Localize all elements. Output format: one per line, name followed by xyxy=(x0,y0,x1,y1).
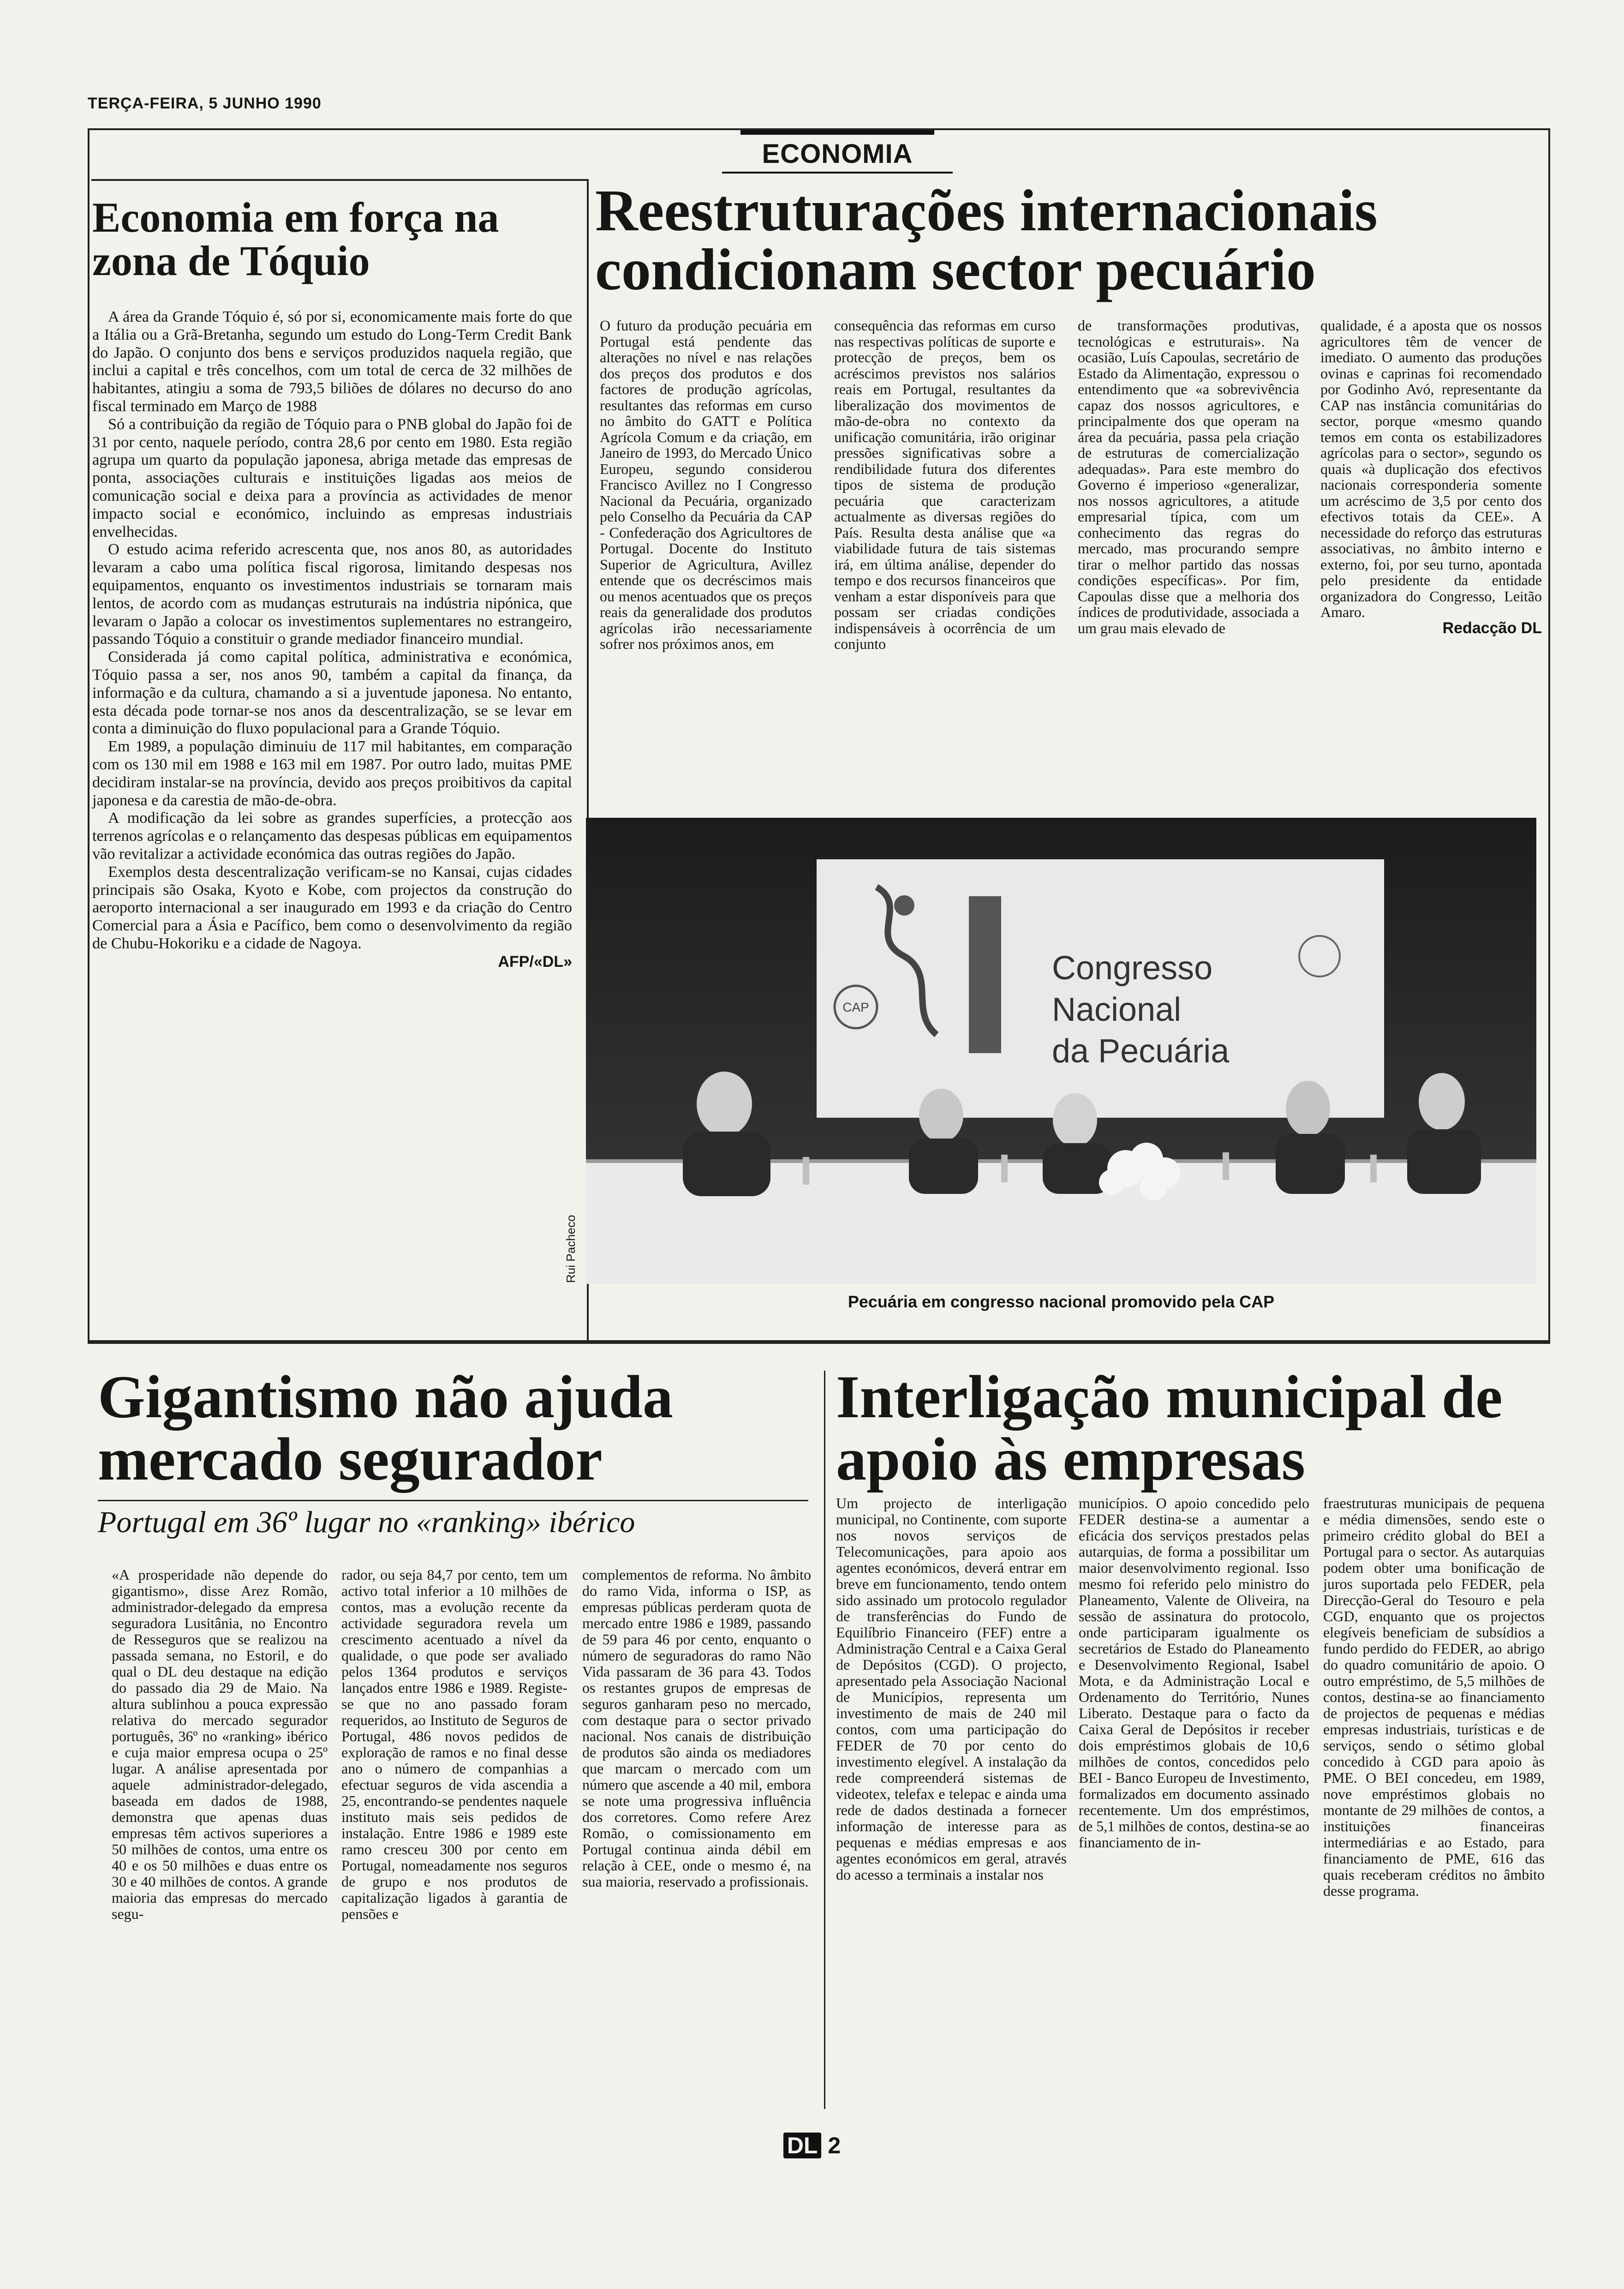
congress-photo xyxy=(586,818,1536,1284)
municipal-headline: Interligação municipal de apoio às empresas xyxy=(836,1363,1503,1493)
lead-column-1: O futuro da produção pecuária em Portugal está pendente das alterações no nível e nas relações dos preços dos produtos e dos factores de produção agrícolas, resultantes das reformas em curso no âmbito do GATT e Política Agrícola Comum e da criação, em Janeiro de 1993, do Mercado Único Europeu, segundo considerou Francisco Avillez no I Congresso Nacional da Pecuária, organizado pelo Conselho da Pecuária da CAP - Confederação dos Agricultores de Portugal. Docente do Instituto Superior de Agricultura, Avillez entende que os decréscimos mais ou menos acentuados que os preços reais da generalidade dos produtos agrícolas irão necessariamente sofrer nos próximos anos, em xyxy=(600,317,812,652)
lead-column-2: consequência das reformas em curso nas respectivas políticas de suporte e protecção de preços, bem os acréscimos previstos nos salários reais em Portugal, resultantes da liberalização dos movimentos de mão-de-obra no contexto da unificação comunitária, irão originar pressões significativas sobre a rendibilidade futura dos diferentes tipos de sistema de produção pecuária que caracterizam actualmente as diversas regiões do País. Resulta desta análise que «a viabilidade futura de tais sistemas irá, em última análise, depender do tempo e dos recursos financeiros que venham a estar disponíveis para que possam ser criadas condições indispensáveis à ocorrência de um conjunto xyxy=(834,317,1056,652)
sidebar-signature: AFP/«DL» xyxy=(498,953,572,971)
lead-headline: Reestruturações internacionais condicionam sector pecuário xyxy=(595,178,1378,302)
municipal-column-1: Um projecto de interligação municipal, no Continente, com suporte nos novos serviços de Telecomunicações, para apoio aos agentes económicos, deverá entrar em breve em funcionamento, tendo ontem sido assinado um protocolo regulador de transferências do Fundo de Equilíbrio Financeiro (FEF) entre a Administração Central e a Caixa Geral de Depósitos (CGD). O projecto, apresentado pela Associação Nacional de Municípios, representa um investimento de mais de 240 mil contos, com uma participação do FEDER de 70 por cento do investimento elegível. A instalação da rede compreenderá sistemas de videotex, telefax e telepac e ainda uma rede de dados destinada a fornecer informação de interesse para as pequenas e médias empresas e aos agentes económicos em geral, através do acesso a terminais a instalar nos xyxy=(836,1495,1067,1883)
banner-line-3: da Pecuária xyxy=(1052,1033,1230,1070)
congress-photo-illustration xyxy=(586,818,1536,1284)
dateline: TERÇA-FEIRA, 5 JUNHO 1990 xyxy=(88,95,322,112)
lead-column-4-text: qualidade, é a aposta que os nossos agricultores têm de vencer de imediato. O aumento das produções ovinas e caprinas foi recomendado por Godinho Avó, representante da CAP nas instância comunitárias do sector, porque «mesmo quando temos em conta os estabilizadores agrícolas para o sector», segundo os quais «à duplicação dos efectivos nacionais corresponderia somente um acréscimo de 3,5 por cento dos efectivos totais da CEE». A necessidade do reforço das estruturas associativas, no âmbito interno e externo, foi, por seu turno, apontada pelo presidente da entidade organizadora do Congresso, Leitão Amaro. xyxy=(1320,317,1542,620)
section-rule xyxy=(722,172,953,174)
banner-line-1: Congresso xyxy=(1052,950,1213,987)
photo-credit: Rui Pacheco xyxy=(564,1215,578,1283)
lead-column-3: de transformações produtivas, tecnológicas e estruturais». Na ocasião, Luís Capoulas, secretário de Estado da Alimentação, expressou o entendimento que «a sobrevivência capaz dos nossos agricultores, e principalmente dos que operam na área da pecuária, passa pela criação de estruturas de comercialização adequadas». Para este membro do Governo é imperioso «generalizar, nos nossos agricultores, a atitude empresarial típica, com um conhecimento das regras do mercado, mas procurando sempre tirar o melhor partido das nossas condições específicas». Por fim, Capoulas disse que a melhoria dos índices de produtividade, associada a um grau mais elevado de xyxy=(1078,317,1299,636)
insurance-headline-rule xyxy=(98,1500,808,1501)
sidebar-paragraph: A modificação da lei sobre as grandes superfícies, a protecção aos terrenos agrícolas e o relançamento das despesas públicas em equipamentos vão revitalizar a actividade económica das outras regiões do Japão. xyxy=(92,809,572,863)
insurance-headline: Gigantismo não ajuda mercado segurador xyxy=(98,1363,673,1493)
sidebar-paragraph: Em 1989, a população diminuiu de 117 mil habitantes, em comparação com os 130 mil em 1988 e 163 mil em 1987. Por outro lado, muitas PME decidiram instalar-se na província, devido aos preços proibitivos da capital japonesa e da carestia de mão-de-obra. xyxy=(92,738,572,809)
sidebar-paragraph: O estudo acima referido acrescenta que, nos anos 80, as autoridades levaram a cabo uma política fiscal rigorosa, limitando despesas nos equipamentos, enquanto os investimentos industriais se tornaram mais lentos, de acordo com as mudanças estruturais na indústria nipónica, que levaram o Japão a colocar os investimentos suplementares no estrangeiro, passando Tóquio a constituir o grande mediador financeiro mundial. xyxy=(92,541,572,648)
lead-column-4 xyxy=(1320,318,1542,636)
section-label: ECONOMIA xyxy=(762,139,913,169)
insurance-column-1: «A prosperidade não depende do gigantismo», disse Arez Romão, administrador-delegado da empresa seguradora Lusitânia, no Encontro de Resseguros que se realizou na passada semana, no Estoril, e do qual o DL deu destaque na edição do passado dia 29 de Maio. Na altura sublinhou a pouca expressão relativa do mercado segurador português, 36º no «ranking» ibérico e cuja maior empresa ocupa o 25º lugar. A análise apresentada por aquele administrador-delegado, baseada em dados de 1988, demonstra que apenas duas empresas têm activos superiores a 50 milhões de contos, uma entre os 40 e os 50 milhões e duas entre os 30 e 40 milhões de contos. A grande maioria das empresas do mercado segu- xyxy=(112,1566,328,1922)
bottom-section-rule xyxy=(88,1342,1550,1344)
footer-logo: DL xyxy=(783,2133,822,2158)
sidebar-paragraph: Só a contribuição da região de Tóquio para o PNB global do Japão foi de 31 por cento, naquele período, contra 28,6 por cento em 1980. Esta região agrupa um quarto da população japonesa, abriga metade das empresas de ponta, associações culturais e instituições ligadas aos meios de comunicação social e deixa para a província as actividades de menor impacto social e económico, incluindo as empresas industriais envelhecidas. xyxy=(92,415,572,540)
page-number: 2 xyxy=(828,2133,841,2158)
photo-logo-text: CAP xyxy=(842,1000,869,1014)
sidebar-paragraph: A área da Grande Tóquio é, só por si, economicamente mais forte do que a Itália ou a Grã-Bretanha, segundo um estudo do Long-Term Credit Bank do Japão. O conjunto dos bens e serviços produzidos naquela região, que inclui a capital e três concelhos, com um total de cerca de 32 milhões de habitantes, atingiu a soma de 793,5 biliões de dólares no decurso do ano fiscal terminado em Março de 1988 xyxy=(92,308,572,415)
lead-signature: Redacção DL xyxy=(1442,619,1542,637)
sidebar-body xyxy=(92,308,572,971)
municipal-column-3: fraestruturas municipais de pequena e média dimensões, sendo este o primeiro crédito global do BEI a Portugal para o sector. As autarquias podem obter uma bonificação de juros suportada pelo FEDER, pela Direcção-Geral do Tesouro e pela CGD, enquanto que os projectos elegíveis beneficiam de subsídios a fundo perdido do FEDER, ao abrigo do quadro comunitário de apoio. O outro empréstimo, de 5,5 milhões de contos, destina-se ao financiamento de projectos de pequenas e médias empresas industriais, turísticas e de serviços, sendo o sétimo global concedido à CGD para apoio às PME. O BEI concedeu, em 1989, nove empréstimos globais no montante de 29 milhões de contos, a instituições financeiras intermediárias e ao Estado, para financiamento de PME, 616 das quais receberam créditos no âmbito desse programa. xyxy=(1323,1495,1545,1899)
sidebar-paragraph: Considerada já como capital política, administrativa e económica, Tóquio passa a ser, nos anos 90, também a capital da finança, da informação e da cultura, chamando a si a juventude japonesa. No entanto, esta década pode tornar-se nos anos da descentralização, se se levar em conta a diminuição do fluxo populacional para a Grande Tóquio. xyxy=(92,648,572,737)
banner-line-2: Nacional xyxy=(1052,991,1182,1028)
sidebar-paragraph: Exemplos desta descentralização verificam-se no Kansai, cujas cidades principais são Osaka, Kyoto e Kobe, com projectos da construção do aeroporto internacional a ser inaugurado em 1993 e da criação do Centro Comercial para a Ásia e Pacífico, bem como o desenvolvimento da região de Chubu-Hokoriku e a cidade de Nagoya. xyxy=(92,863,572,952)
section-bar xyxy=(740,130,934,135)
insurance-column-3: complementos de reforma. No âmbito do ramo Vida, informa o ISP, as empresas públicas perderam quota de mercado entre 1986 e 1989, passando de 59 para 46 por cento, enquanto o número de seguradoras do ramo Não Vida passaram de 36 para 43. Todos os restantes grupos de empresas de seguros ganharam peso no mercado, com destaque para o sector privado nacional. Nos canais de distribuição de produtos são ainda os mediadores que marcam o mercado com um número que ascende a 40 mil, embora se note uma progressiva influência dos corretores. Como refere Arez Romão, o comissionamento em Portugal continua ainda débil em relação à CEE, onde o mesmo é, na sua maioria, reservado a profissionais. xyxy=(582,1566,811,1890)
sidebar-headline: Economia em força na zona de Tóquio xyxy=(92,194,499,284)
insurance-subtitle: Portugal em 36º lugar no «ranking» ibérico xyxy=(98,1505,635,1539)
article-divider xyxy=(824,1371,825,2109)
municipal-column-2: municípios. O apoio concedido pelo FEDER destina-se a aumentar a eficácia dos serviços prestados pelas autarquias, de forma a possibilitar um maior desenvolvimento regional. Isso mesmo foi referido pelo ministro do Planeamento, Valente de Oliveira, na sessão de assinatura do protocolo, onde participaram igualmente os secretários de Estado do Planeamento e Desenvolvimento Regional, Isabel Mota, e da Administração Local e Ordenamento do Território, Nunes Liberato. Destaque para o facto da Caixa Geral de Depósitos ir receber dois empréstimos globais de 10,6 milhões de contos, concedidos pelo BEI - Banco Europeu de Investimento, formalizados em documento assinado recentemente. Um dos empréstimos, de 5,1 milhões de contos, destina-se ao financiamento de in- xyxy=(1079,1495,1309,1851)
page-footer xyxy=(761,2132,863,2159)
insurance-column-2: rador, ou seja 84,7 por cento, tem um activo total inferior a 10 milhões de contos, mas a evolução recente da actividade seguradora revela um crescimento acentuado a nível da qualidade, o que pode ser avaliado pelos 1364 produtos e serviços lançados entre 1986 e 1989. Registe-se que no ano passado foram requeridos, ao Instituto de Seguros de Portugal, 486 novos pedidos de exploração de ramos e no final desse ano o número de companhias a efectuar seguros de vida ascendia a 25, encontrando-se pendentes naquele instituto mais seis pedidos de instalação. Entre 1986 e 1989 este ramo cresceu 300 por cento em Portugal, nomeadamente nos seguros de grupo e nos produtos de capitalização ligados à garantia de pensões e xyxy=(341,1566,567,1922)
photo-caption: Pecuária em congresso nacional promovido pela CAP xyxy=(848,1292,1275,1311)
